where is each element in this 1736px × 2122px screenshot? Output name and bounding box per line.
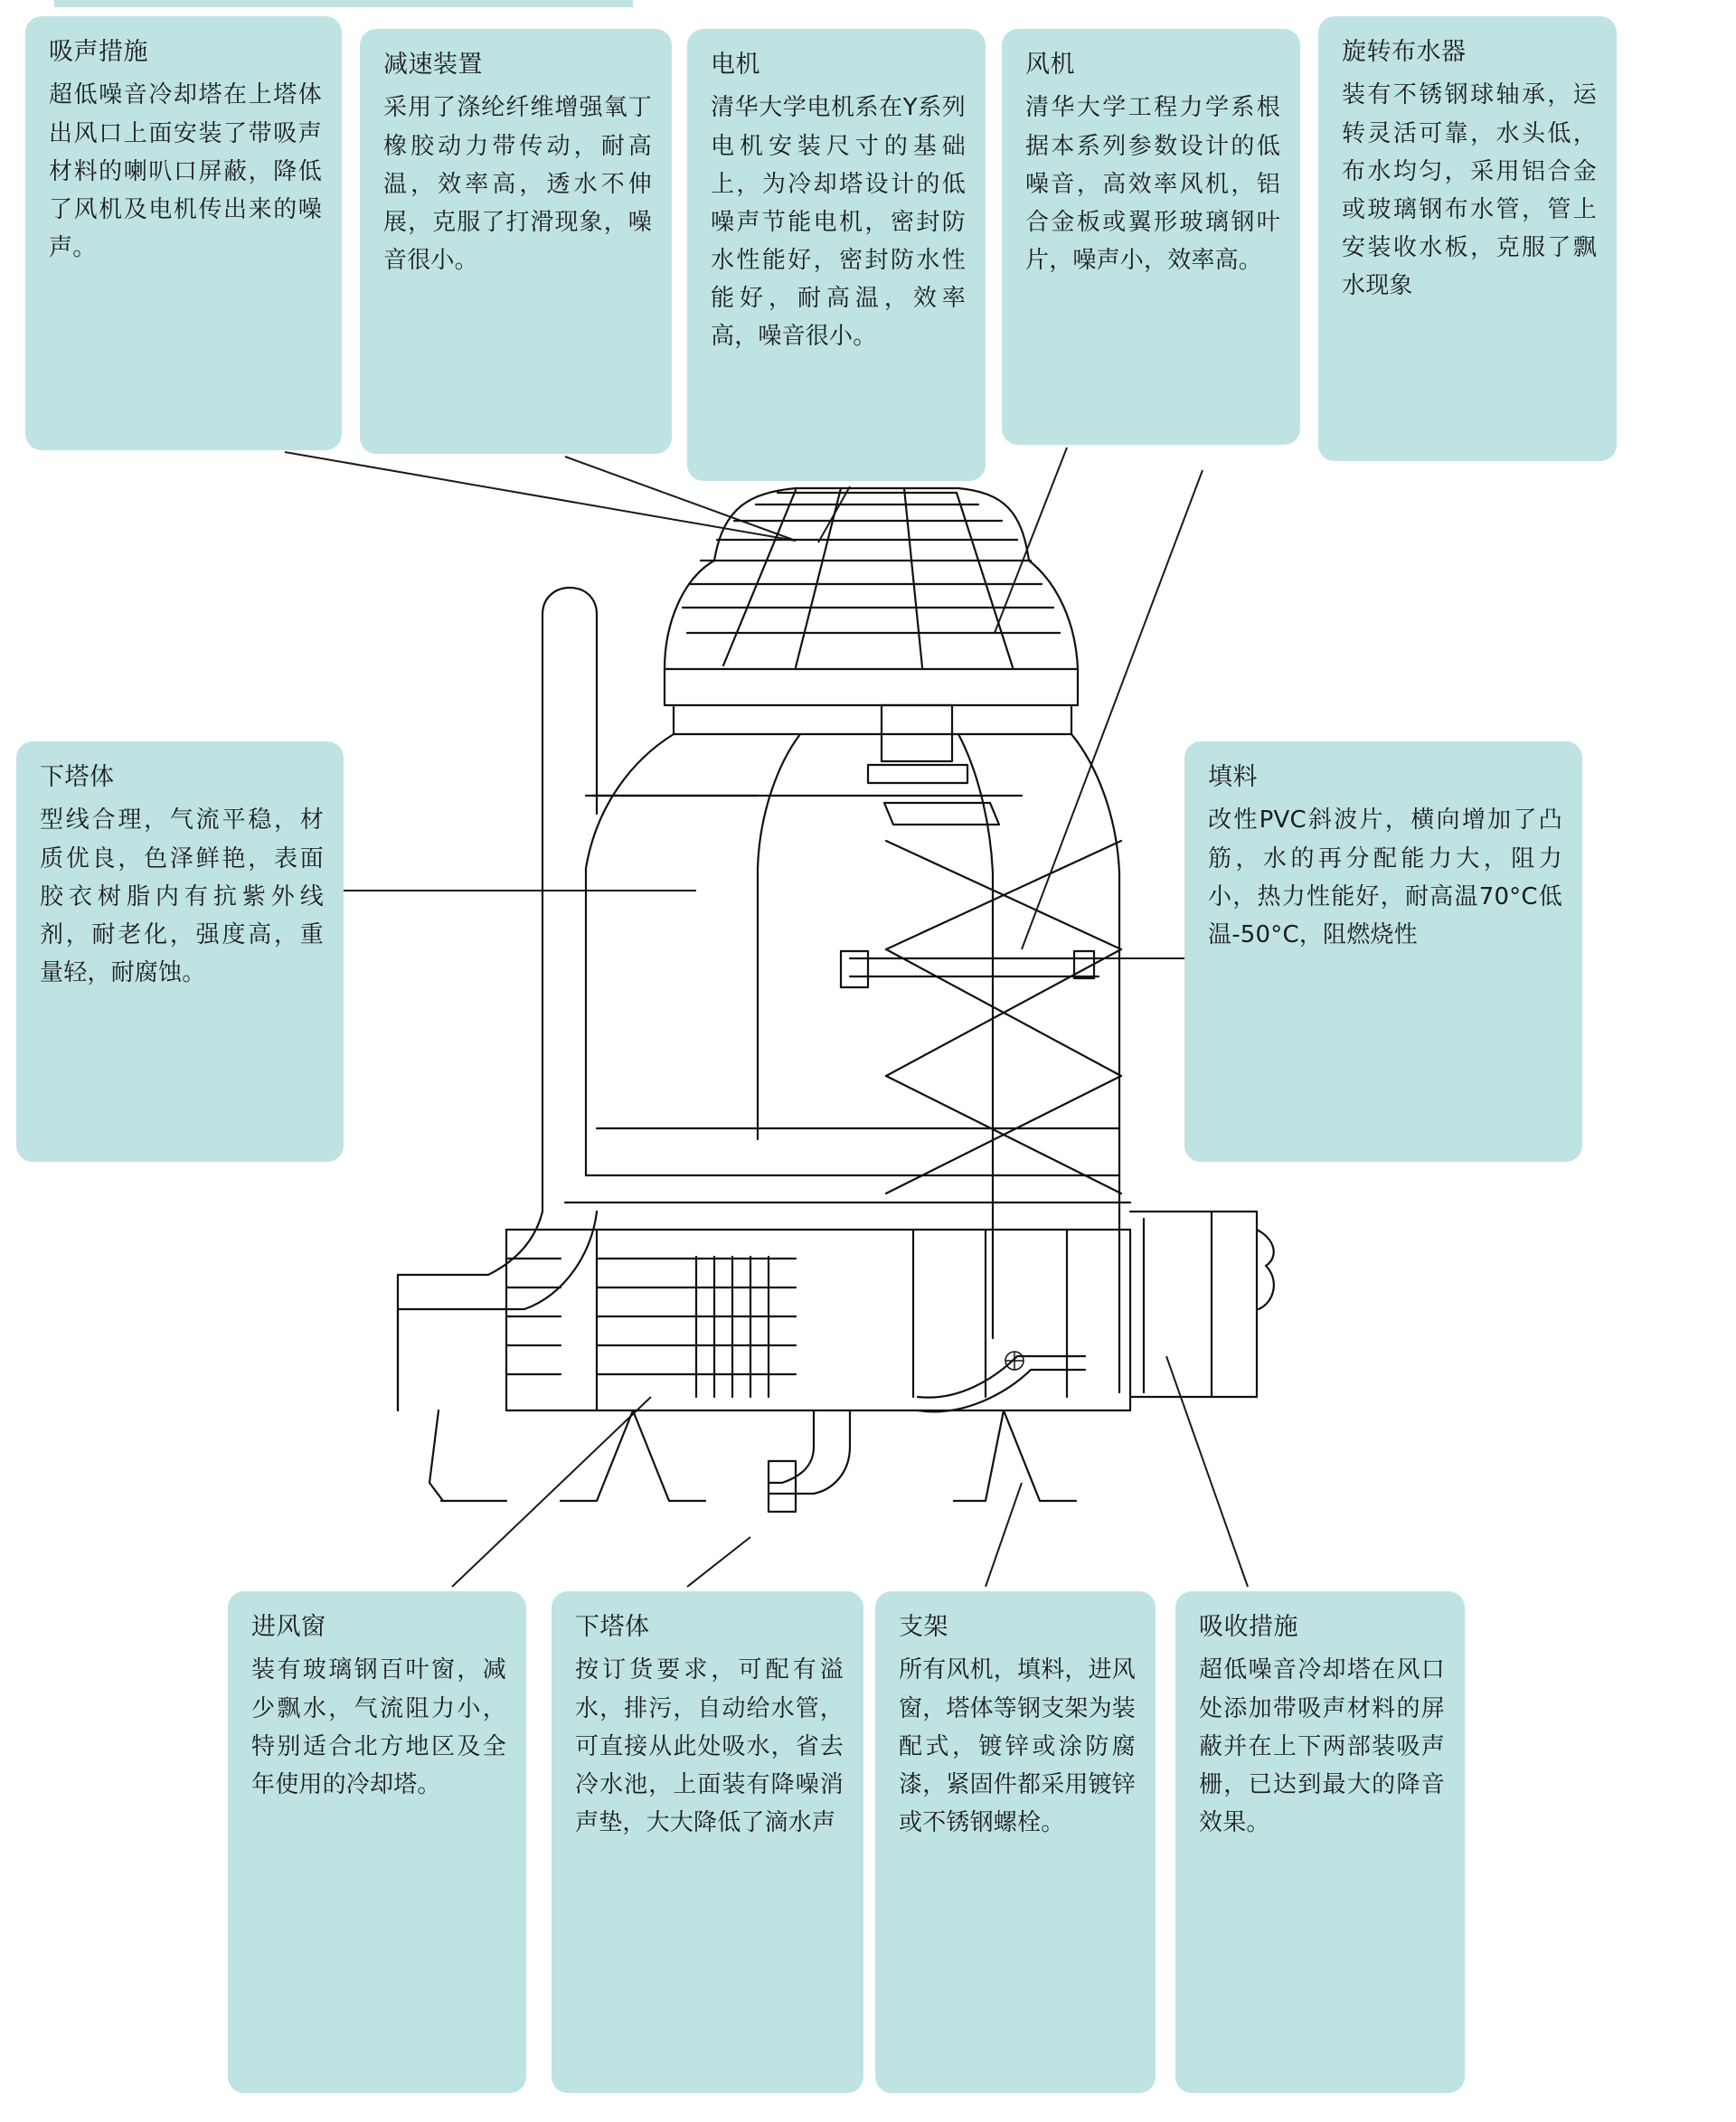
callout-fill-text: 改性PVC斜波片，横向增加了凸筋，水的再分配能力大，阻力小，热力性能好，耐高温70°C低温-50°C，阻燃烧性 bbox=[1208, 806, 1562, 948]
callout-air-inlet-text: 装有玻璃钢百叶窗，减少飘水，气流阻力小，特别适合北方地区及全年使用的冷却塔。 bbox=[251, 1656, 506, 1798]
callout-absorb-2-text: 超低噪音冷却塔在风口处添加带吸声材料的屏蔽并在上下两部装吸声栅，已达到最大的降音效果。 bbox=[1199, 1656, 1445, 1836]
callout-bracket-title: 支架 bbox=[899, 1613, 948, 1641]
callout-fan-text: 清华大学工程力学系根据本系列参数设计的低噪音，高效率风机，铝合金板或翼形玻璃钢叶片，噪声小，效率高。 bbox=[1025, 94, 1280, 274]
callout-sprinkler-text: 装有不锈钢球轴承，运转灵活可靠，水头低，布水均匀，采用铝合金或玻璃钢布水管，管上安装收水板，克服了飘水现象 bbox=[1342, 81, 1597, 299]
top-accent-bar bbox=[54, 0, 633, 7]
callout-lower-body-title: 下塔体 bbox=[40, 763, 115, 791]
callout-motor bbox=[687, 29, 986, 481]
callout-sprinkler-title: 旋转布水器 bbox=[1342, 38, 1467, 66]
callout-bracket-text: 所有风机，填料，进风窗，塔体等钢支架为装配式，镀锌或涂防腐漆，紧固件都采用镀锌或不锈钢螺栓。 bbox=[899, 1656, 1137, 1836]
callout-fill bbox=[1184, 741, 1582, 1162]
callout-lower-body-2-title: 下塔体 bbox=[575, 1613, 650, 1641]
callout-lower-body bbox=[16, 741, 344, 1162]
callout-fan-title: 风机 bbox=[1025, 51, 1075, 79]
callout-absorb-2 bbox=[1175, 1591, 1465, 2093]
callout-fan bbox=[1002, 29, 1300, 445]
callout-absorb-title: 吸声措施 bbox=[49, 38, 148, 66]
callout-fill-title: 填料 bbox=[1208, 763, 1258, 791]
callout-air-inlet-title: 进风窗 bbox=[251, 1613, 326, 1641]
callout-sprinkler bbox=[1318, 16, 1617, 461]
callout-air-inlet bbox=[228, 1591, 526, 2093]
callout-lower-body-text: 型线合理，气流平稳，材质优良，色泽鲜艳，表面胶衣树脂内有抗紫外线剂，耐老化，强度高，重量轻，耐腐蚀。 bbox=[40, 806, 324, 986]
callout-absorb bbox=[25, 16, 342, 450]
callout-motor-text: 清华大学电机系在Y系列电机安装尺寸的基础上，为冷却塔设计的低噪声节能电机，密封防水性能好，密封防水性能好，耐高温，效率高，噪音很小。 bbox=[711, 94, 966, 351]
callout-absorb-text: 超低噪音冷却塔在上塔体出风口上面安装了带吸声材料的喇叭口屏蔽，降低了风机及电机传出来的噪声。 bbox=[49, 81, 322, 261]
callout-lower-body-2-text: 按订货要求，可配有溢水，排污，自动给水管，可直接从此处吸水，省去冷水池，上面装有降噪消声垫，大大降低了滴水声 bbox=[575, 1656, 844, 1836]
callout-lower-body-2 bbox=[552, 1591, 863, 2093]
callout-reducer-title: 减速装置 bbox=[383, 51, 483, 79]
callout-motor-title: 电机 bbox=[711, 51, 760, 79]
callout-reducer bbox=[360, 29, 672, 454]
callout-absorb-2-title: 吸收措施 bbox=[1199, 1613, 1298, 1641]
callout-bracket bbox=[875, 1591, 1156, 2093]
callout-reducer-text: 采用了涤纶纤维增强氧丁橡胶动力带传动，耐高温，效率高，透水不伸展，克服了打滑现象，噪音很小。 bbox=[383, 94, 652, 274]
